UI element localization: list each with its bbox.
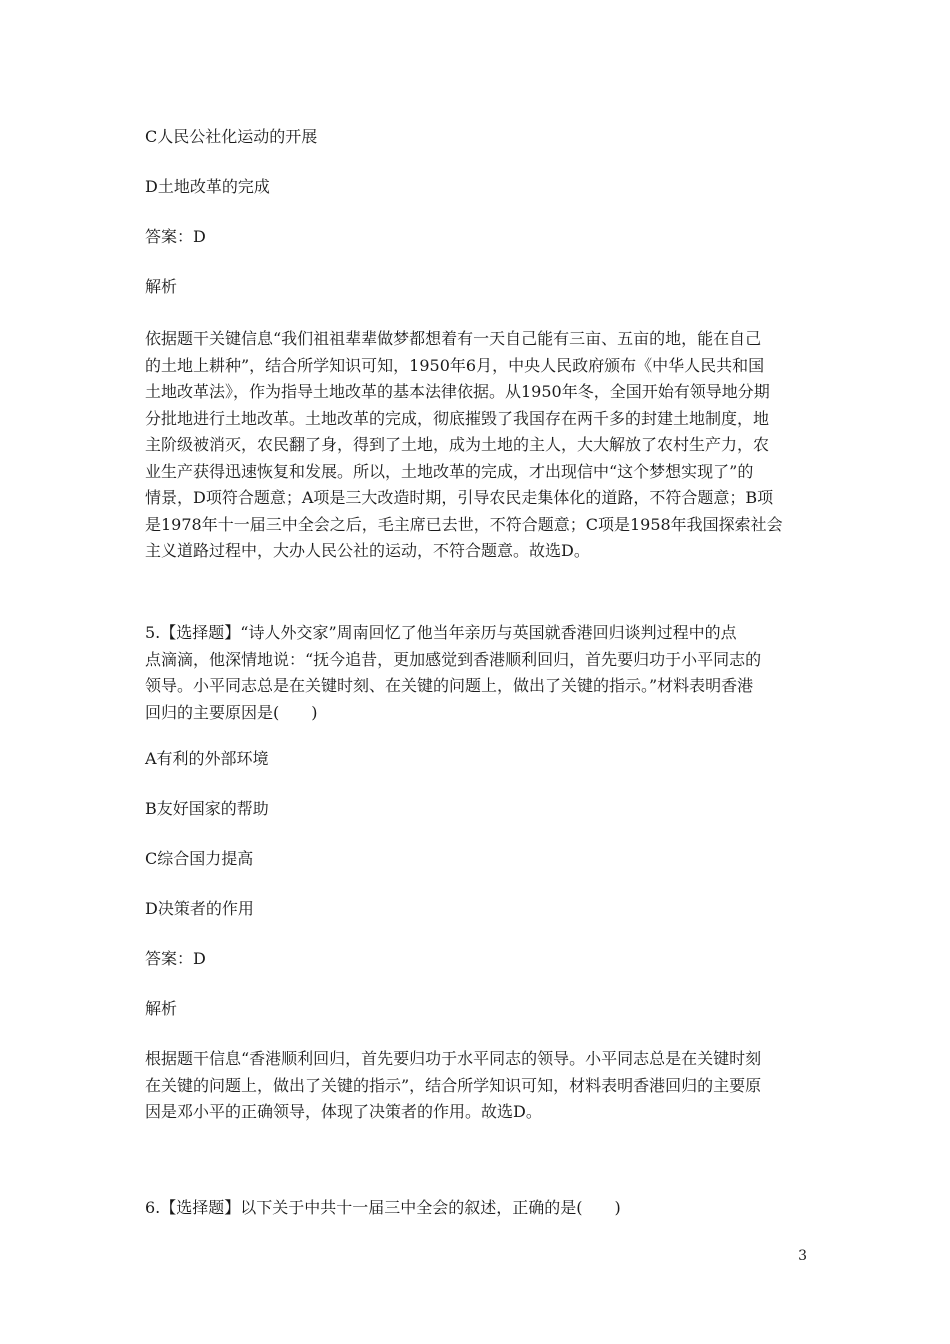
q5-analysis-line: 在关键的问题上，做出了关键的指示”，结合所学知识可知，材料表明香港回归的主要原 [145, 1075, 762, 1095]
q4-analysis-line: 业生产获得迅速恢复和发展。所以，土地改革的完成，才出现信中“这个梦想实现了”的 [145, 461, 754, 481]
q4-analysis [145, 326, 810, 565]
q4-option-d: D土地改革的完成 [145, 177, 270, 196]
q5-option-a: A有利的外部环境 [145, 749, 269, 768]
q5-option-c: C综合国力提高 [145, 849, 254, 868]
q5-option-b: B友好国家的帮助 [145, 799, 269, 818]
q5-question-line: 5.【选择题】“诗人外交家”周南回忆了他当年亲历与英国就香港回归谈判过程中的点 [145, 623, 737, 642]
q5-analysis-line: 因是邓小平的正确领导，体现了决策者的作用。故选D。 [145, 1102, 542, 1121]
q5-question-line: 点滴滴，他深情地说：“抚今追昔，更加感觉到香港顺利回归，首先要归功于小平同志的 [145, 649, 762, 669]
q4-analysis-line: 分批地进行土地改革。土地改革的完成，彻底摧毁了我国存在两千多的封建土地制度，地 [145, 408, 770, 428]
q5-question-line: 领导。小平同志总是在关键时刻、在关键的问题上，做出了关键的指示。”材料表明香港 [145, 676, 754, 695]
q4-option-c: C人民公社化运动的开展 [145, 127, 318, 146]
q4-answer: 答案：D [145, 227, 206, 246]
q4-analysis-label: 解析 [145, 277, 178, 296]
q5-analysis-line: 根据题干信息“香港顺利回归，首先要归功于水平同志的领导。小平同志总是在关键时刻 [145, 1049, 762, 1068]
q5-answer: 答案：D [145, 949, 206, 968]
q4-analysis-line: 是1978年十一届三中全会之后，毛主席已去世，不符合题意；C项是1958年我国探索社会 [145, 514, 783, 534]
q5-analysis-label: 解析 [145, 999, 178, 1018]
q4-analysis-line: 情景，D项符合题意；A项是三大改造时期，引导农民走集体化的道路，不符合题意；B项 [145, 488, 774, 507]
q5-question-line: 回归的主要原因是( ) [145, 702, 318, 722]
q4-analysis-line: 主义道路过程中，大办人民公社的运动，不符合题意。故选D。 [145, 541, 590, 560]
q4-analysis-line: 的土地上耕种”，结合所学知识可知，1950年6月，中央人民政府颁布《中华人民共和国 [145, 355, 765, 375]
q5-question [145, 620, 810, 726]
q4-analysis-line: 主阶级被消灭，农民翻了身，得到了土地，成为土地的主人，大大解放了农村生产力，农 [145, 435, 770, 454]
q5-option-d: D决策者的作用 [145, 899, 254, 918]
q6-question: 6.【选择题】以下关于中共十一届三中全会的叙述，正确的是( ) [145, 1198, 621, 1217]
q4-analysis-line: 依据题干关键信息“我们祖祖辈辈做梦都想着有一天自己能有三亩、五亩的地，能在自己 [145, 329, 762, 348]
q4-analysis-line: 土地改革法》，作为指导土地改革的基本法律依据。从1950年冬，全国开始有领导地分期 [145, 382, 770, 401]
q5-analysis [145, 1046, 810, 1126]
page-number: 3 [798, 1248, 807, 1264]
